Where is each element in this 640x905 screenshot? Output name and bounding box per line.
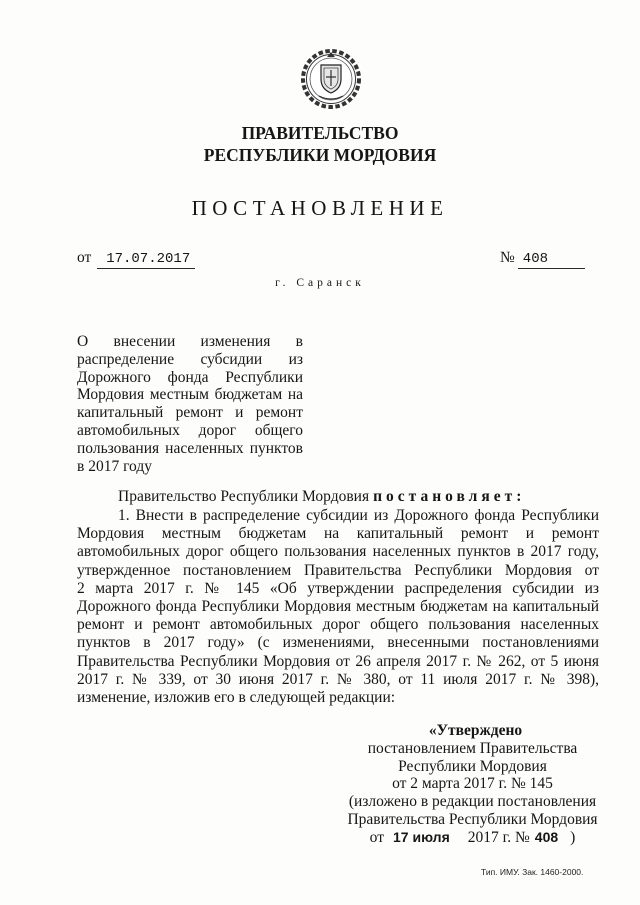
body-line: Дорожного фонда Республики Мордовия местным бюджетам на капитальный: [77, 597, 599, 615]
decree-intro-subject: Правительство Республики Мордовия: [118, 488, 370, 505]
document-date: 17.07.2017: [97, 251, 195, 269]
approval-line: (изложено в редакции постановления: [348, 793, 597, 811]
decree-intro-verb: постановляет:: [373, 488, 526, 505]
org-name-line1: ПРАВИТЕЛЬСТВО: [241, 123, 399, 143]
approval-last-day-month: 17 июля: [393, 828, 450, 845]
number-row: [500, 248, 585, 269]
city-line: г. Саранск: [275, 277, 365, 289]
approval-line: Республики Мордовия: [398, 757, 547, 775]
coat-of-arms-icon: [299, 46, 363, 110]
approval-last-year: 2017 г. №: [467, 828, 530, 846]
body-line: Мордовия местным бюджетам на капитальный ремонт и ремонт: [77, 525, 599, 543]
number-prefix: №: [500, 249, 515, 266]
title-line: О внесении изменения в: [77, 333, 303, 350]
body-line: утвержденное постановлением Правительства Республики Мордовия от: [77, 561, 599, 579]
date-prefix: от: [77, 249, 92, 266]
title-line: распределение субсидии из: [77, 350, 303, 368]
approval-line: от 2 марта 2017 г. № 145: [392, 775, 553, 793]
body-line: автомобильных дорог общего пользования населенных пунктов в 2017 году,: [77, 543, 599, 561]
body-line: 2 марта 2017 г. № 145 «Об утверждении распределения субсидии из: [77, 579, 599, 597]
date-row: [77, 248, 195, 269]
title-line: Дорожного фонда Республики: [77, 368, 303, 386]
title-line: капитальный ремонт и ремонт: [77, 404, 303, 422]
approval-line: Правительства Республики Мордовия: [347, 810, 598, 828]
approval-line: постановлением Правительства: [367, 739, 578, 757]
title-line: в 2017 году: [77, 457, 152, 475]
body-line: изменение, изложив его в следующей редакции:: [77, 688, 396, 706]
body-line: 1. Внести в распределение субсидии из Дорожного фонда Республики: [118, 507, 599, 524]
approval-last-close: ): [570, 828, 576, 846]
document-number: 408: [518, 251, 585, 269]
body-line: Правительства Республики Мордовия от 26 апреля 2017 г. № 262, от 5 июня: [77, 652, 599, 670]
print-shop-footer: Тип. ИМУ. Зак. 1460-2000.: [481, 867, 584, 877]
decree-body: [77, 507, 599, 707]
body-line: 2017 г. № 339, от 30 июня 2017 г. № 380, от 11 июля 2017 г. № 398),: [77, 670, 599, 688]
document-title: [77, 333, 303, 475]
approval-heading: «Утверждено: [428, 722, 523, 739]
body-line: пунктов в 2017 году» (с изменениями, внесенными постановлениями: [77, 634, 599, 652]
title-line: Мордовия местным бюджетам на: [77, 386, 303, 404]
approval-last-prefix: от: [369, 828, 384, 846]
approval-last-line: [340, 829, 605, 847]
org-name-line2: РЕСПУБЛИКИ МОРДОВИЯ: [203, 145, 437, 165]
title-line: автомобильных дорог общего: [77, 421, 303, 439]
approval-last-number: 408: [534, 828, 559, 845]
body-line: ремонт и ремонт автомобильных дорог общего пользования населенных: [77, 616, 599, 634]
decree-intro: [118, 488, 525, 506]
approval-stamp-block: [340, 722, 605, 847]
document-type-heading: ПОСТАНОВЛЕНИЕ: [191, 196, 449, 220]
title-line: пользования населенных пунктов: [77, 439, 303, 457]
